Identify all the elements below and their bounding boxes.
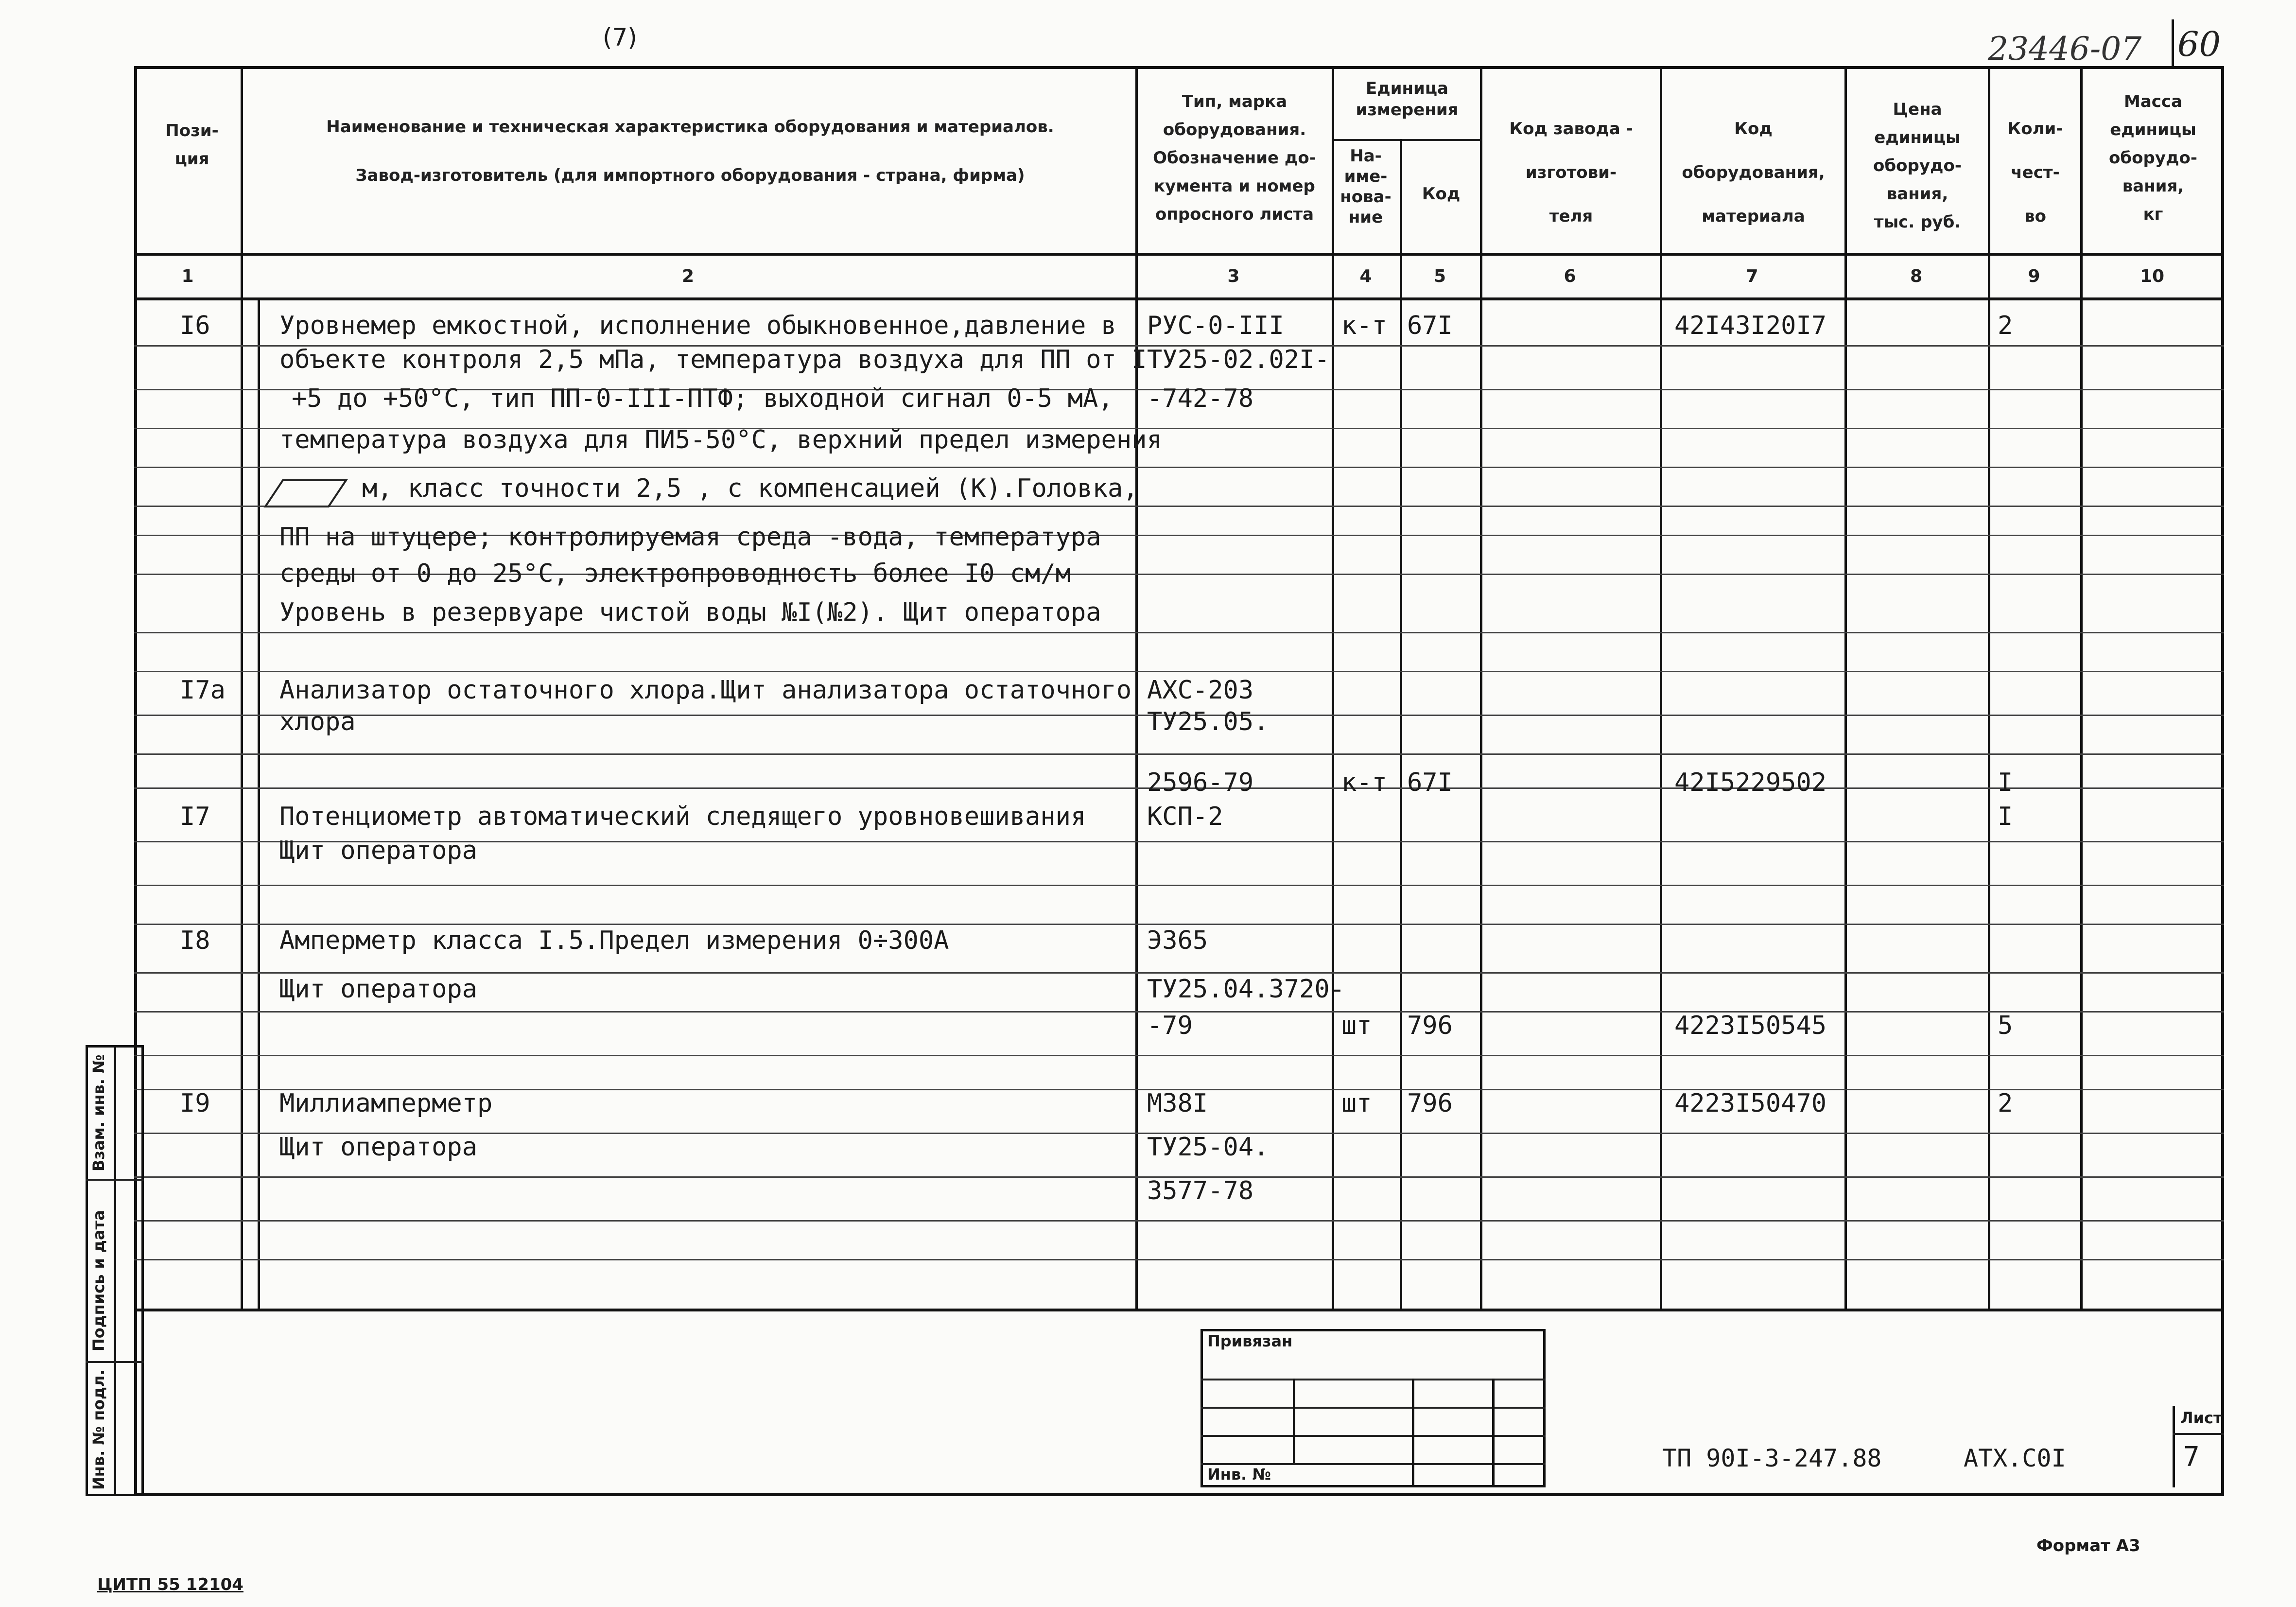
row-type-mark: ТУ25-02.02I- [1147,345,1330,374]
column-number-9: 9 [2028,266,2040,286]
binding-vline-3 [1492,1379,1495,1487]
column-number-8: 8 [1910,266,1923,286]
row-position: I8 [180,926,210,955]
header-bottom-line [134,253,2224,256]
binding-vline-2 [1412,1379,1414,1487]
side-label-original-inventory: Инв. № подл. [89,1369,108,1490]
row-description: Уровнемер емкостной, исполнение обыкновенное,давление в [279,311,1116,340]
side-label-replacement: Взам. инв. № [89,1054,108,1171]
row-description: Уровень в резервуаре чистой воды №I(№2). Щит оператора [279,598,1101,627]
blank-field-parallelogram [253,478,350,509]
row-separator [134,924,2224,925]
col-line-3 [1332,66,1334,1309]
row-position: I7а [180,676,226,705]
row-description: Щит оператора [279,836,477,865]
table-bottom-line [134,1309,2224,1311]
header-unit-group: Единица измерения [1356,79,1459,120]
col-line-2 [1135,66,1138,1309]
column-number-10: 10 [2139,266,2165,286]
row-separator [134,972,2224,974]
column-number-7: 7 [1746,266,1758,286]
row-unit-code: 796 [1407,1089,1453,1118]
row-quantity: I [1998,802,2013,831]
column-number-3: 3 [1227,266,1240,286]
row-type-mark: 2596-79 [1147,768,1254,797]
row-type-mark: М38I [1147,1089,1208,1118]
unit-group-line [1332,139,1480,141]
row-quantity: 5 [1998,1011,2013,1040]
row-unit-name: к-т [1341,768,1387,797]
row-unit-name: шт [1341,1011,1372,1040]
corner-divider [2172,19,2174,66]
row-type-mark: -742-78 [1147,384,1254,413]
row-separator [134,1220,2224,1222]
sheet-label: Лист [2180,1409,2223,1427]
project-code: ТП 90I-3-247.88 [1662,1444,1882,1472]
header-mass: Масса единицы оборудо- вания, кг [2109,92,2197,224]
row-separator [134,753,2224,755]
column-number-5: 5 [1433,266,1446,286]
row-separator [134,1259,2224,1260]
header-material-code: Код оборудования, материала [1682,119,1825,226]
row-description: м, класс точности 2,5 , с компенсацией (К).Головка, [362,474,1138,503]
column-number-1: 1 [181,266,194,286]
row-description: Щит оператора [279,1133,477,1162]
header-quantity: Коли- чест- во [2007,119,2063,226]
row-position: I6 [180,311,210,340]
row-type-mark: КСП-2 [1147,802,1223,831]
row-description: среды от 0 до 25°С, электропроводность более I0 см/м [279,559,1071,588]
row-position: I7 [180,802,210,831]
side-strip-line-2 [86,1361,144,1363]
row-type-mark: ТУ25.05. [1147,707,1269,736]
side-strip-line-1 [86,1179,144,1181]
row-material-code: 42I43I20I7 [1674,311,1827,340]
row-description: Амперметр класса I.5.Предел измерения 0÷300А [279,926,949,955]
col-line-6 [1660,66,1662,1309]
row-description: Миллиамперметр [279,1089,493,1118]
sheet-number-box-line [2173,1433,2224,1435]
numbers-bottom-line [134,297,2224,300]
row-description: Потенциометр автоматический следящего уровновешивания [279,802,1086,831]
col-line-1b [258,297,260,1309]
header-name-line2: Завод-изготовитель (для импортного оборудования - страна, фирма) [355,166,1025,185]
row-description: хлора [279,707,356,736]
row-separator [134,885,2224,886]
side-strip-divider [114,1045,116,1496]
header-unit-code: Код [1422,184,1461,204]
header-unit-name: На- име- нова- ние [1340,146,1392,227]
column-number-6: 6 [1564,266,1576,286]
col-line-5 [1480,66,1482,1309]
binding-label: Привязан [1207,1332,1293,1350]
header-type: Тип, марка оборудования. Обозначение до- кумента и номер опросного листа [1153,92,1316,224]
row-type-mark: -79 [1147,1011,1193,1040]
row-material-code: 42I5229502 [1674,768,1827,797]
col-line-7 [1844,66,1847,1309]
row-description: Щит оператора [279,975,477,1004]
row-unit-name: к-т [1341,311,1387,340]
sheet-number-top: (7) [603,23,637,52]
row-separator [134,671,2224,672]
row-type-mark: ТУ25-04. [1147,1133,1269,1162]
header-pos: Пози- ция [165,121,219,169]
row-quantity: 2 [1998,311,2013,340]
row-separator [134,1055,2224,1056]
footer-code: ЦИТП 55 12104 [97,1575,244,1594]
col-line-1 [241,66,243,1309]
row-type-mark: ТУ25.04.3720- [1147,975,1345,1004]
binding-vline-1 [1293,1379,1295,1463]
document-stamp: 23446-07 [1988,30,2142,68]
column-number-4: 4 [1359,266,1372,286]
header-price: Цена единицы оборудо- вания, тыс. руб. [1873,100,1962,232]
side-label-signature-date: Подпись и дата [89,1210,108,1351]
row-type-mark: РУС-0-III [1147,311,1284,340]
row-description: температура воздуха для ПИ5-50°С, верхний предел измерения [279,425,1162,454]
sheet-number: 7 [2183,1441,2200,1473]
row-unit-code: 67I [1407,311,1453,340]
row-separator [134,467,2224,468]
row-unit-code: 67I [1407,768,1453,797]
row-separator [134,506,2224,507]
row-quantity: I [1998,768,2013,797]
row-material-code: 4223I50470 [1674,1089,1827,1118]
row-type-mark: 3577-78 [1147,1176,1254,1205]
row-position: I9 [180,1089,210,1118]
column-number-2: 2 [681,266,695,286]
col-line-8 [1988,66,1990,1309]
row-type-mark: АХС-203 [1147,676,1254,705]
row-unit-code: 796 [1407,1011,1453,1040]
row-description: +5 до +50°С, тип ПП-0-III-ПТФ; выходной сигнал 0-5 мА, [292,384,1113,413]
row-type-mark: Э365 [1147,926,1208,955]
row-quantity: 2 [1998,1089,2013,1118]
paper-format: Формат А3 [2036,1536,2140,1555]
header-plant-code: Код завода - изготови- теля [1509,119,1633,226]
row-unit-name: шт [1341,1089,1372,1118]
page-corner-number: 60 [2177,24,2221,64]
col-line-9 [2080,66,2083,1309]
row-description: объекте контроля 2,5 мПа, температура воздуха для ПП от I [279,345,1147,374]
row-description: ПП на штуцере; контролируемая среда -вода, температура [279,523,1101,552]
row-description: Анализатор остаточного хлора.Щит анализатора остаточного [279,676,1132,705]
sheet-code: АТХ.С0I [1964,1444,2066,1472]
inventory-number-label: Инв. № [1207,1465,1271,1484]
header-name-line1: Наименование и техническая характеристика оборудования и материалов. [326,117,1054,137]
row-material-code: 4223I50545 [1674,1011,1827,1040]
row-separator [134,632,2224,633]
